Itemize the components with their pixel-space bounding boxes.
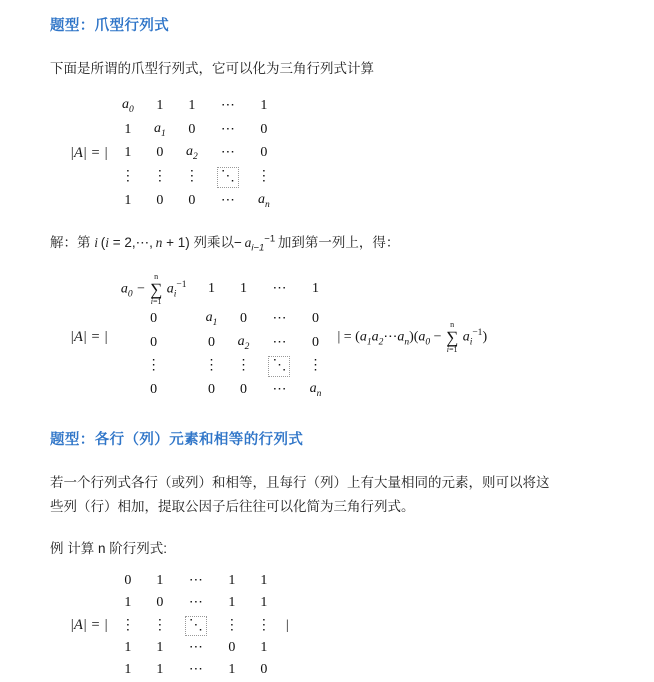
cell: ⋮ [308, 358, 323, 374]
cell: 0 [150, 382, 158, 398]
cell: 0 [260, 145, 268, 161]
cell: 1 [311, 281, 319, 297]
table-row [112, 660, 280, 682]
cell: 0 [239, 311, 247, 326]
cell: 1 [124, 145, 132, 161]
cell: ⋮ [184, 168, 199, 184]
table-row [112, 379, 332, 403]
matrix-claw-reduced [112, 272, 332, 403]
cell: $a_2$ [186, 144, 198, 163]
determinant-block-1 [70, 95, 632, 213]
cell: ⋯ [188, 662, 203, 678]
cell: ⋮ [146, 358, 161, 374]
example-label: 例 计算 n 阶行列式: [50, 540, 168, 556]
cell: $a_2$ [237, 333, 250, 352]
cell: 0 [311, 334, 319, 350]
cell: 0 [188, 192, 196, 208]
section-heading-claw: 题型：爪型行列式 [50, 18, 170, 34]
cell: ⋯ [220, 192, 235, 208]
cell: ⋱ [176, 614, 216, 638]
solution-line: 解：第 i (i = 2,⋯, n + 1) 列乘以− $a_{i-1}^{-1}$ 加到第一列上，得： [50, 233, 400, 254]
cell: 1 [260, 594, 268, 610]
cell: ⋯ [272, 334, 287, 350]
table-row [112, 165, 280, 189]
cell: 1 [124, 594, 132, 610]
cell: $a_0$ [122, 97, 134, 115]
summation-symbol-2: n ∑ i=1 [446, 319, 459, 354]
cell: 0 [207, 334, 215, 350]
table-row [112, 570, 280, 592]
cell: $a_n$ [258, 191, 270, 210]
cell: $a_1$ [205, 310, 218, 328]
cell: 1 [156, 97, 164, 113]
table-row [112, 118, 280, 142]
cell: 0 [228, 640, 236, 656]
cell: 1 [124, 121, 132, 137]
cell: 0 [188, 121, 196, 137]
table-row [112, 355, 332, 379]
cell: ⋮ [256, 617, 271, 633]
cell: 0 [150, 334, 158, 350]
cell: 0 [260, 121, 268, 137]
cell: ⋮ [120, 168, 135, 184]
cell: 1 [239, 281, 247, 297]
table-row [112, 142, 280, 166]
cell: ⋯ [220, 145, 235, 161]
cell: $a_n$ [309, 381, 322, 400]
cell: 1 [124, 662, 132, 678]
cell: 1 [260, 640, 268, 656]
cell: 0 [311, 311, 319, 326]
cell: ⋮ [236, 358, 251, 374]
determinant-label-3: |A| = | [70, 617, 108, 634]
cell: 1 [207, 281, 215, 297]
cell: 1 [156, 572, 164, 588]
cell: 1 [260, 97, 268, 113]
determinant-label-1: |A| = | [70, 145, 108, 162]
matrix-claw [112, 95, 280, 213]
cell: $a_0$ − n ∑ i=1 $a_i^{-1}$ [120, 272, 187, 307]
cell: 1 [156, 662, 164, 678]
cell: ⋮ [152, 617, 167, 633]
table-row [112, 272, 332, 308]
cell: 0 [207, 382, 215, 398]
cell: 1 [228, 662, 236, 678]
cell: 0 [124, 572, 132, 588]
cell: 0 [260, 662, 268, 678]
cell: ⋯ [272, 311, 287, 326]
cell: 0 [150, 311, 158, 326]
cell: 0 [156, 192, 164, 208]
determinant-label-2: |A| = | [70, 328, 108, 345]
summation-symbol: n ∑ i=1 [150, 272, 163, 307]
determinant-result: | = $(a_1a_2\cdots a_n)(a_0$ − n ∑ i=1 $a_i^{-1}$) [337, 319, 488, 354]
matrix-equal-sum [112, 570, 280, 681]
table-row [112, 331, 332, 355]
cell: 1 [124, 640, 132, 656]
determinant-close-bar-3: | [285, 617, 289, 633]
table-row [112, 614, 280, 638]
cell: ⋮ [152, 168, 167, 184]
section-intro-claw: 下面是所谓的爪型行列式，它可以化为三角行列式计算 [50, 61, 374, 76]
cell: ⋯ [188, 594, 203, 610]
cell: 1 [260, 572, 268, 588]
section-paragraph-line2: 些列（行）相加，提取公因子后往往可以化简为三角行列式。 [50, 498, 415, 514]
cell: ⋯ [272, 281, 287, 297]
cell: 1 [228, 594, 236, 610]
cell: ⋯ [272, 382, 287, 398]
cell: ⋯ [188, 640, 203, 656]
table-row [112, 308, 332, 332]
cell: ⋮ [256, 168, 271, 184]
cell: 1 [156, 640, 164, 656]
cell: ⋯ [220, 121, 235, 137]
cell: ⋮ [204, 358, 219, 374]
table-row [112, 638, 280, 660]
cell: 0 [156, 594, 164, 610]
cell: 0 [156, 145, 164, 161]
table-row [112, 95, 280, 119]
section-heading-equal-sum: 题型：各行（列）元素和相等的行列式 [50, 432, 304, 449]
cell: 1 [124, 192, 132, 208]
cell: ⋱ [208, 165, 248, 189]
cell: ⋯ [220, 97, 235, 113]
cell: 1 [188, 97, 196, 113]
cell: ⋱ [259, 355, 299, 379]
cell: 1 [228, 572, 236, 588]
cell: ⋮ [120, 617, 135, 633]
cell: 0 [239, 382, 247, 398]
cell: ⋯ [188, 572, 203, 588]
cell: $a_1$ [154, 120, 166, 139]
determinant-block-3 [70, 570, 632, 681]
table-row [112, 592, 280, 614]
section-paragraph-line1: 若一个行列式各行（或列）和相等，且每行（列）上有大量相同的元素，则可以将这 [50, 475, 550, 491]
table-row [112, 189, 280, 213]
determinant-block-2 [70, 272, 632, 403]
cell: ⋮ [224, 617, 239, 633]
